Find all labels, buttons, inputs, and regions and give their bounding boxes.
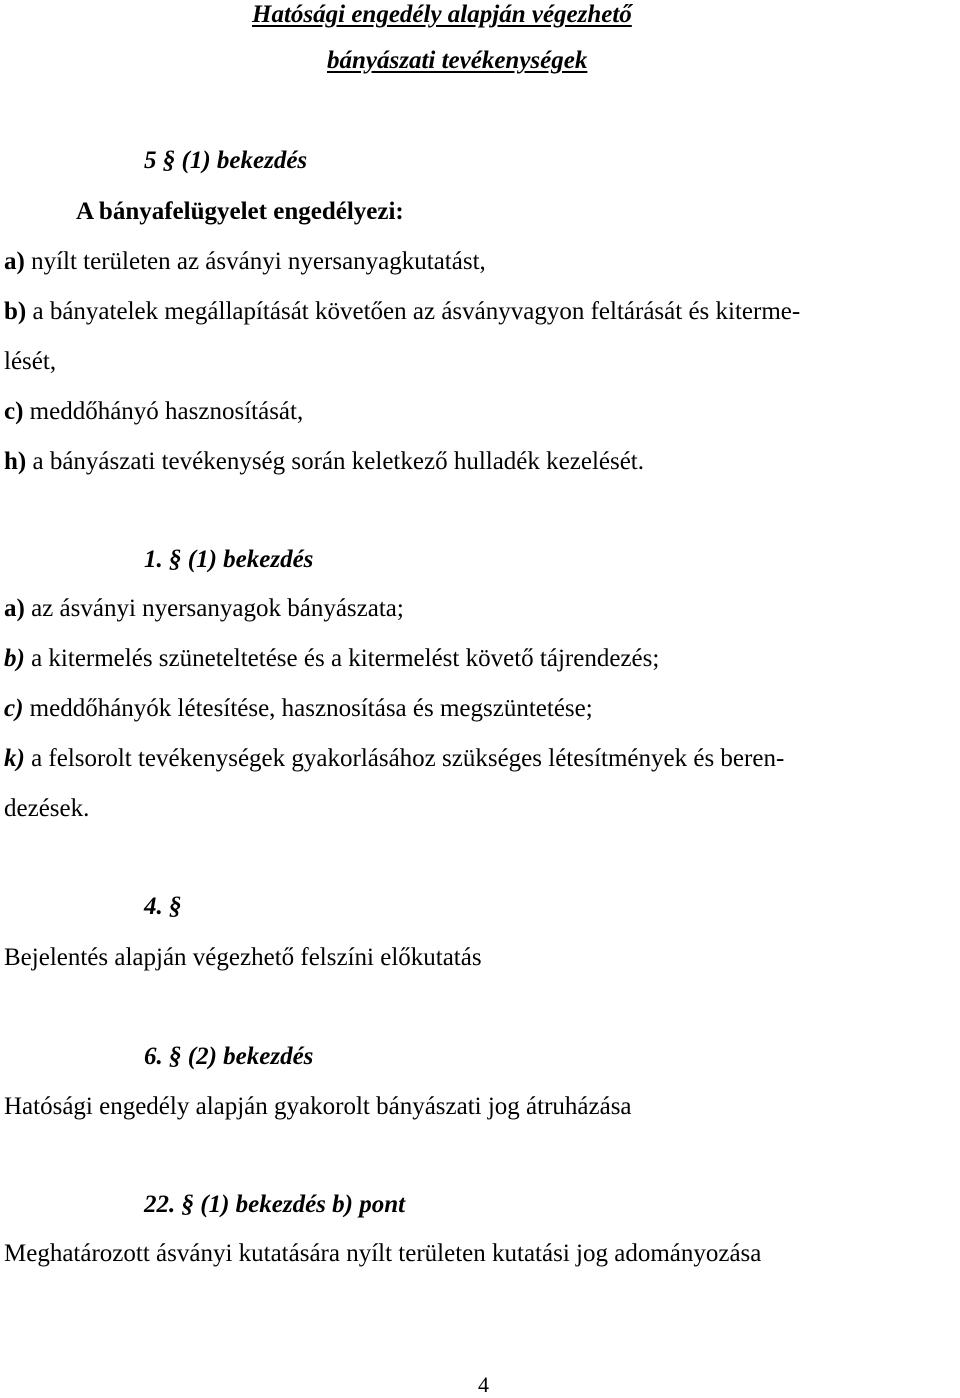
list-item-text: meddőhányó hasznosítását, [23,398,304,425]
list-item-text: a kitermelés szüneteltetése és a kitermelést követő tájrendezés; [24,645,660,672]
section-heading-4: 4. § [144,893,182,920]
list-item [4,694,593,724]
section-text-22: Meghatározott ásványi kutatására nyílt területen kutatási jog adományozása [4,1240,762,1267]
list-item-marker: h) [4,448,27,475]
list-item-text: meddőhányók létesítése, hasznosítása és megszüntetése; [23,695,593,722]
list-item-continuation [4,794,89,824]
list-item [4,247,486,277]
section-subheading-banyafelugyelet: A bányafelügyelet engedélyezi: [76,198,404,225]
section-heading-1: 1. § (1) bekezdés [144,546,314,573]
list-item-marker: a) [4,595,25,622]
list-item [4,644,659,674]
list-item [4,397,303,427]
document-title-line-2: bányászati tevékenységek [327,47,588,74]
list-item-text: lését, [4,348,57,375]
section-heading-6: 6. § (2) bekezdés [144,1043,314,1070]
section-text-6: Hatósági engedély alapján gyakorolt bányászati jog átruházása [4,1093,632,1120]
list-item-text: nyílt területen az ásványi nyersanyagkutatást, [24,248,486,275]
list-item-text: a bányatelek megállapítását követően az ásványvagyon feltárását és kiterme- [26,298,801,325]
list-item [4,744,784,774]
section-heading-22: 22. § (1) bekezdés b) pont [144,1191,406,1218]
list-item-marker: c) [4,398,24,425]
list-item-marker: b) [4,298,27,325]
list-item-text: dezések. [4,795,90,822]
list-item-marker: k) [4,745,25,772]
list-item-continuation [4,347,56,377]
page-number: 4 [478,1372,489,1397]
list-item-marker: a) [4,248,25,275]
document-title-line-1: Hatósági engedély alapján végezhető [252,1,632,28]
list-item-text: a bányászati tevékenység során keletkező hulladék kezelését. [26,448,645,475]
list-item [4,297,800,327]
section-heading-5: 5 § (1) bekezdés [144,147,308,174]
list-item-text: a felsorolt tevékenységek gyakorlásához szükséges létesítmények és beren- [24,745,785,772]
list-item-marker: b) [4,645,25,672]
section-text-4: Bejelentés alapján végezhető felszíni előkutatás [4,944,482,971]
list-item-marker: c) [4,695,24,722]
list-item-text: az ásványi nyersanyagok bányászata; [24,595,404,622]
list-item [4,594,404,624]
list-item [4,447,644,477]
